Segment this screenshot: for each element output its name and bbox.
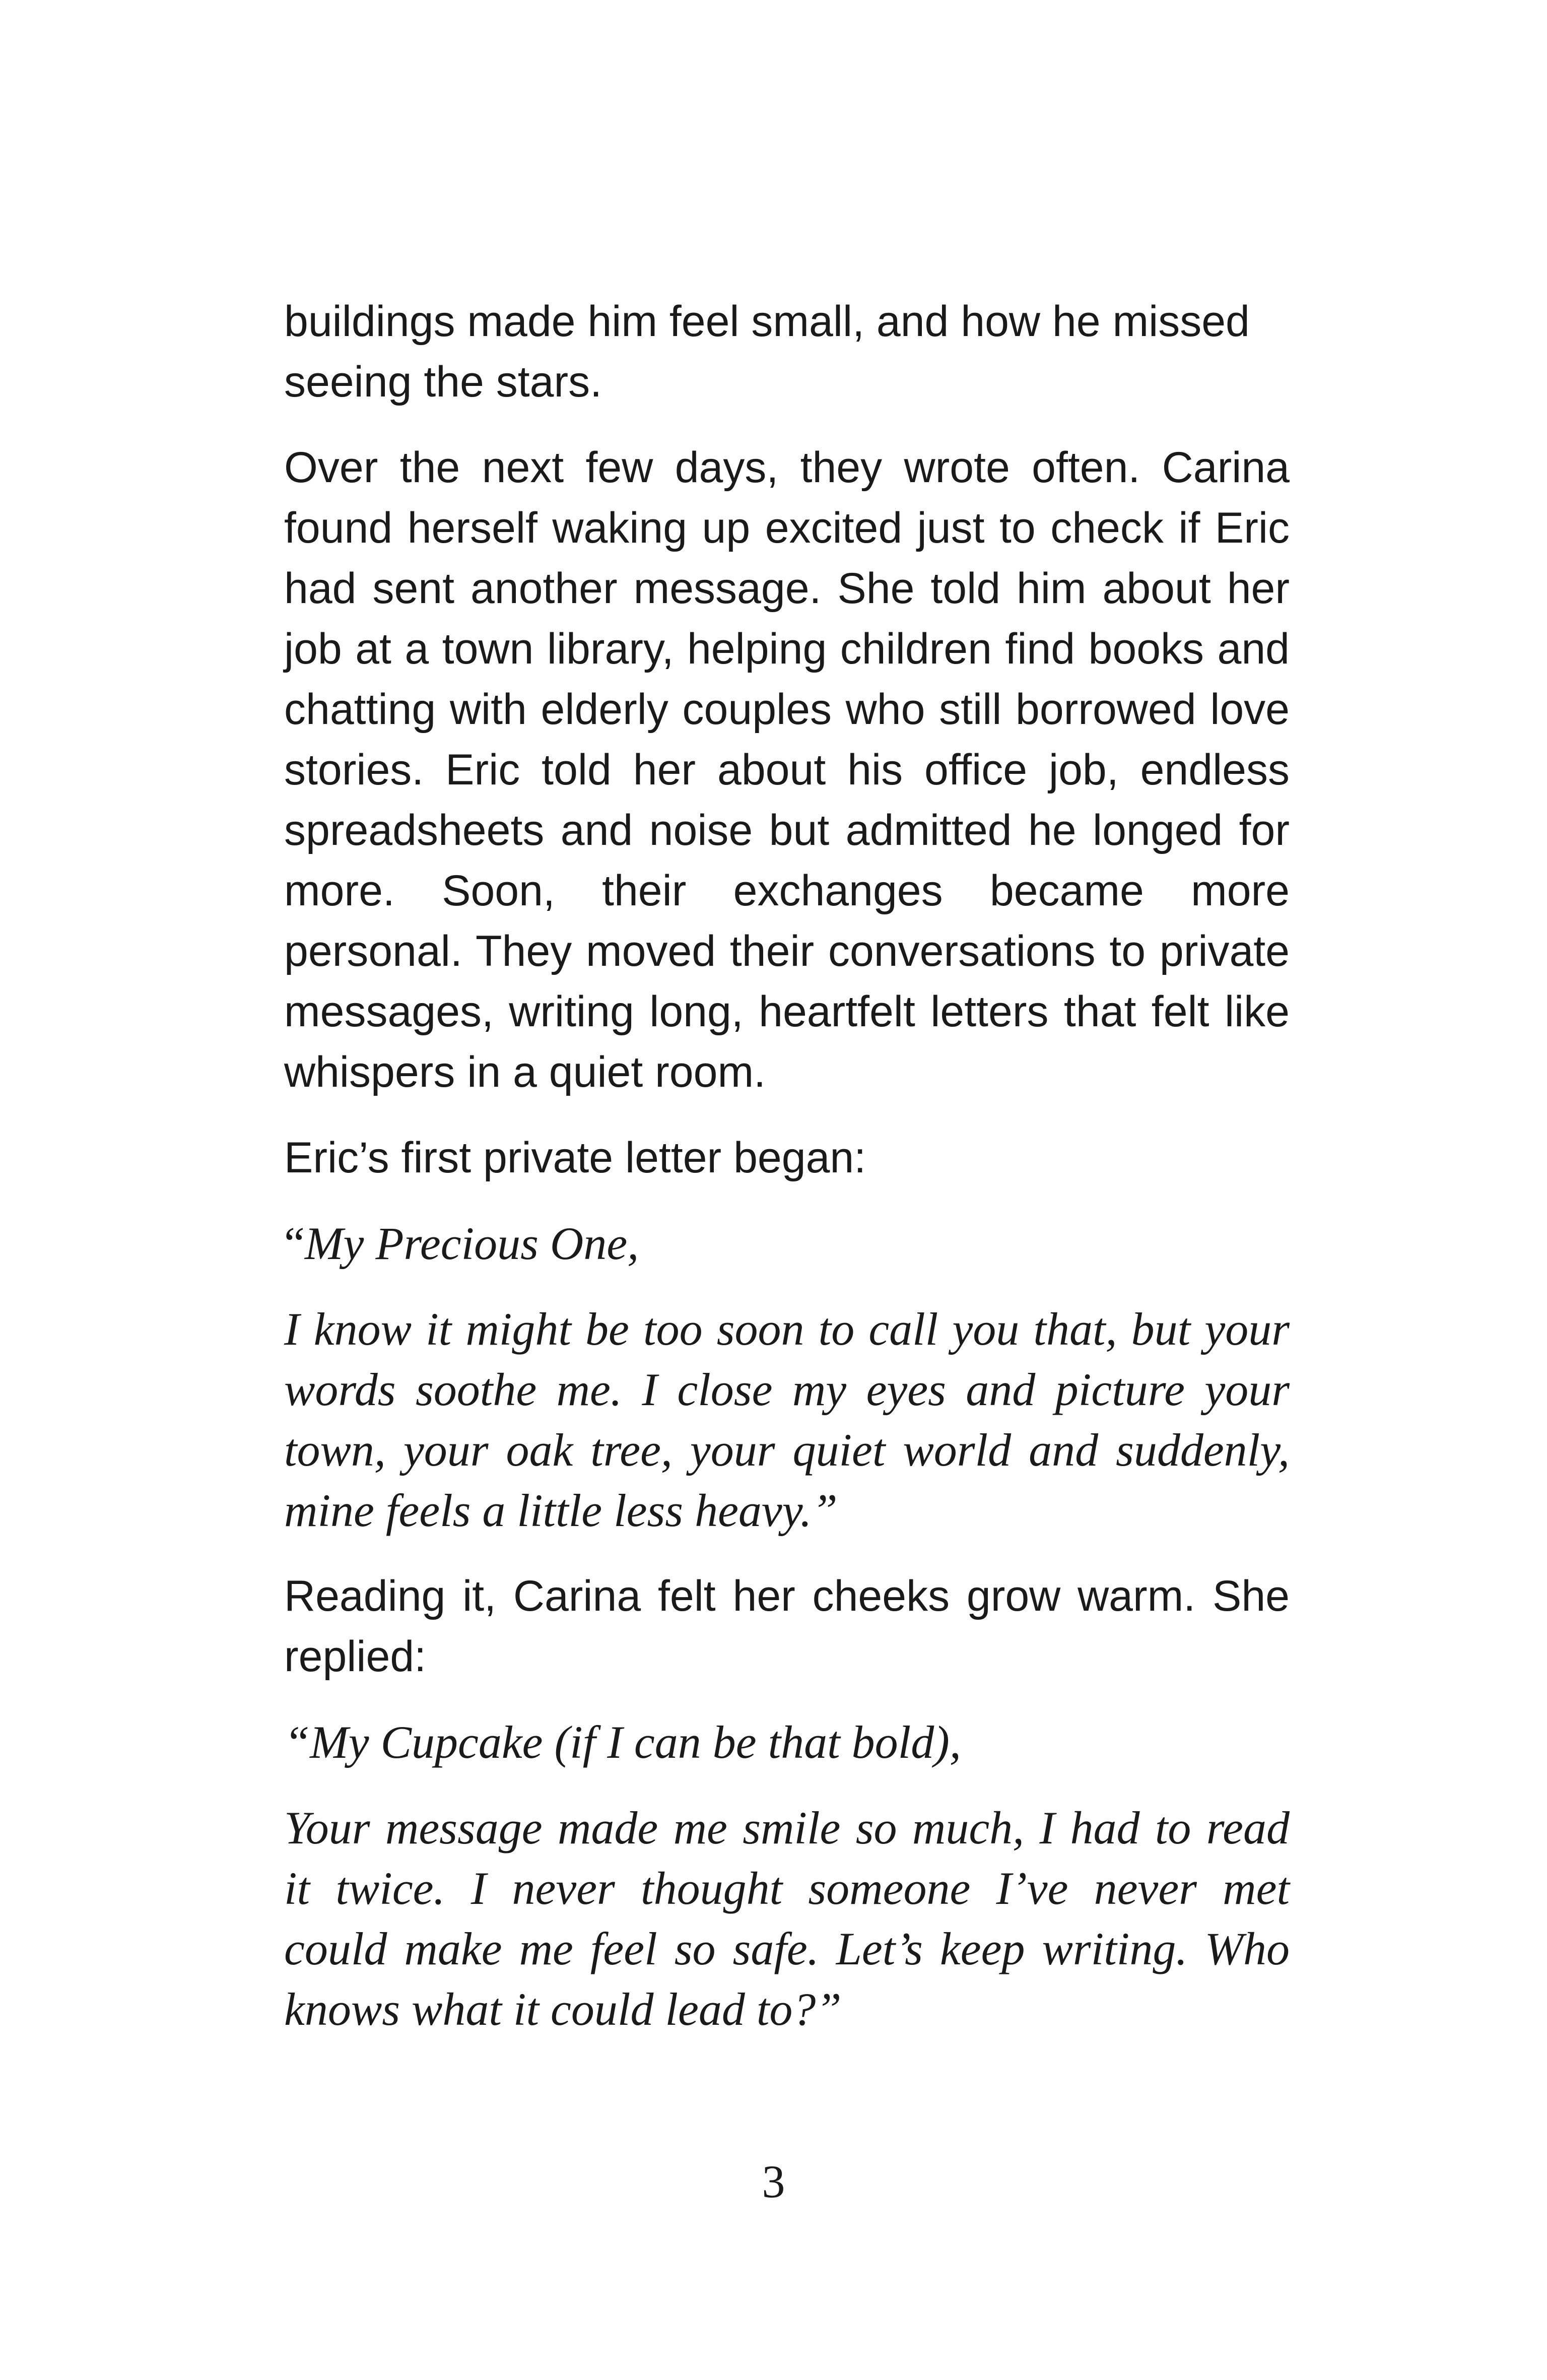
letter-one-salutation bbox=[284, 1213, 1290, 1274]
paragraph-1: buildings made him feel small, and how he missed seeing the stars. bbox=[284, 297, 1250, 406]
body-text bbox=[284, 291, 1290, 2065]
letter-two-body: Your message made me smile so much, I had to read it twice. I never thought someone I’ve never met could make me feel so safe. Let’s keep writing. Who knows what it could lead to?” bbox=[284, 1802, 1290, 2035]
letter-two-salutation: “My Cupcake (if I can be that bold), bbox=[284, 1716, 961, 1768]
page-number: 3 bbox=[762, 2156, 785, 2207]
letter-one-salutation-text: My Precious One, bbox=[304, 1218, 639, 1269]
paragraph-4: Reading it, Carina felt her cheeks grow warm. She replied: bbox=[284, 1572, 1290, 1681]
letter-one-body: I know it might be too soon to call you that, but your words soothe me. I close my eyes and picture your town, your oak tree, your quiet world and suddenly, mine feels a little less heavy.” bbox=[284, 1303, 1290, 1536]
open-quote: “ bbox=[284, 1218, 305, 1269]
paragraph-3: Eric’s first private letter began: bbox=[284, 1134, 866, 1182]
paragraph-2: Over the next few days, they wrote often. Carina found herself waking up excited just to check if Eric had sent another message. She told him about her job at a town library, helping children find books and chatting with elderly couples who still borrowed love stories. Eric told her about his office job, endless spreadsheets and noise but admitted he longed for more. Soon, their exchanges became more personal. They moved their conversations to private messages, writing long, heartfelt letters that felt like whispers in a quiet room. bbox=[284, 443, 1290, 1096]
